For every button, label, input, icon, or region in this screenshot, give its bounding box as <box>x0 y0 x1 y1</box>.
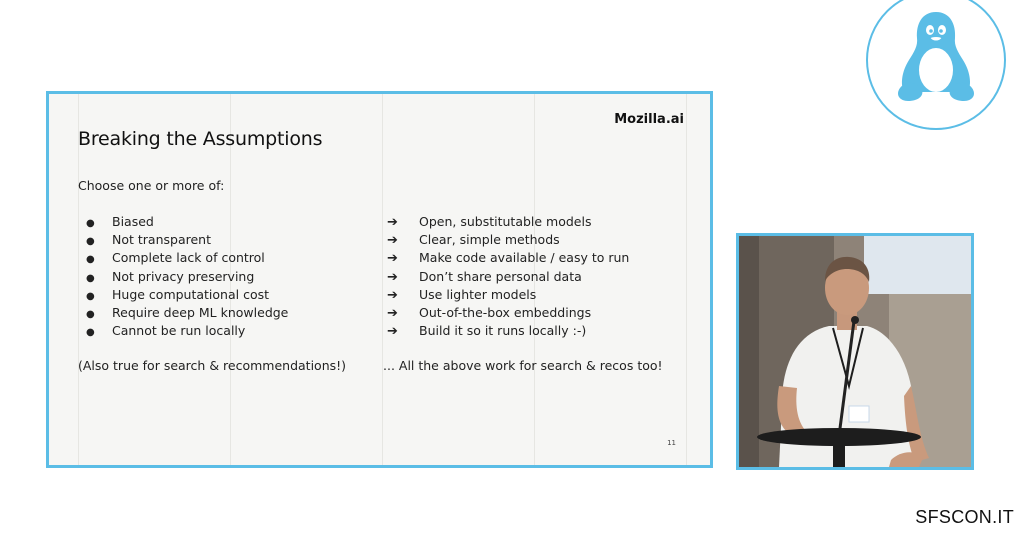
list-item: ● Not transparent <box>86 231 288 249</box>
bullet-icon: ● <box>86 308 95 320</box>
arrow-right-icon: ➔ <box>387 324 398 340</box>
list-item: ➔ Out-of-the-box embeddings <box>387 304 629 322</box>
list-item: ● Not privacy preserving <box>86 268 288 286</box>
list-item: ➔ Don’t share personal data <box>387 268 629 286</box>
slide-intro: Choose one or more of: <box>78 178 225 193</box>
list-item: ➔ Open, substitutable models <box>387 213 629 231</box>
speaker-video-feed <box>736 233 974 470</box>
bullet-icon: ● <box>86 290 95 302</box>
slide-grid-line <box>686 94 687 465</box>
speaker-video-image <box>739 236 971 467</box>
bullet-icon: ● <box>86 254 95 266</box>
presentation-slide <box>46 91 713 468</box>
arrow-right-icon: ➔ <box>387 305 398 321</box>
bullet-icon: ● <box>86 327 95 339</box>
arrow-right-icon: ➔ <box>387 215 398 230</box>
list-item: ➔ Clear, simple methods <box>387 231 629 249</box>
list-item: ● Huge computational cost <box>86 286 288 304</box>
arrow-right-icon: ➔ <box>387 251 398 267</box>
conference-brand: SFSCON.IT <box>915 507 1014 527</box>
slide-note-left: (Also true for search & recommendations!) <box>78 358 347 373</box>
list-item: ● Require deep ML knowledge <box>86 304 288 322</box>
problems-list <box>86 213 288 340</box>
solutions-list <box>387 213 629 340</box>
slide-page-number: 11 <box>667 439 676 447</box>
bullet-icon: ● <box>86 218 95 229</box>
slide-title: Breaking the Assumptions <box>78 128 323 150</box>
arrow-right-icon: ➔ <box>387 233 398 249</box>
bullet-icon: ● <box>86 236 95 248</box>
bullet-icon: ● <box>86 272 95 284</box>
tux-penguin-icon <box>860 0 1012 134</box>
arrow-right-icon: ➔ <box>387 287 398 303</box>
list-item: ➔ Make code available / easy to run <box>387 249 629 267</box>
list-item: ● Cannot be run locally <box>86 322 288 340</box>
list-item: ● Complete lack of control <box>86 249 288 267</box>
list-item: ● Biased <box>86 213 288 231</box>
mozilla-ai-logo: Mozilla.ai <box>614 112 684 127</box>
list-item: ➔ Build it so it runs locally :-) <box>387 322 629 340</box>
arrow-right-icon: ➔ <box>387 269 398 285</box>
slide-grid-line <box>382 94 383 465</box>
slide-note-right: ... All the above work for search & recos too! <box>383 358 663 373</box>
list-item: ➔ Use lighter models <box>387 286 629 304</box>
